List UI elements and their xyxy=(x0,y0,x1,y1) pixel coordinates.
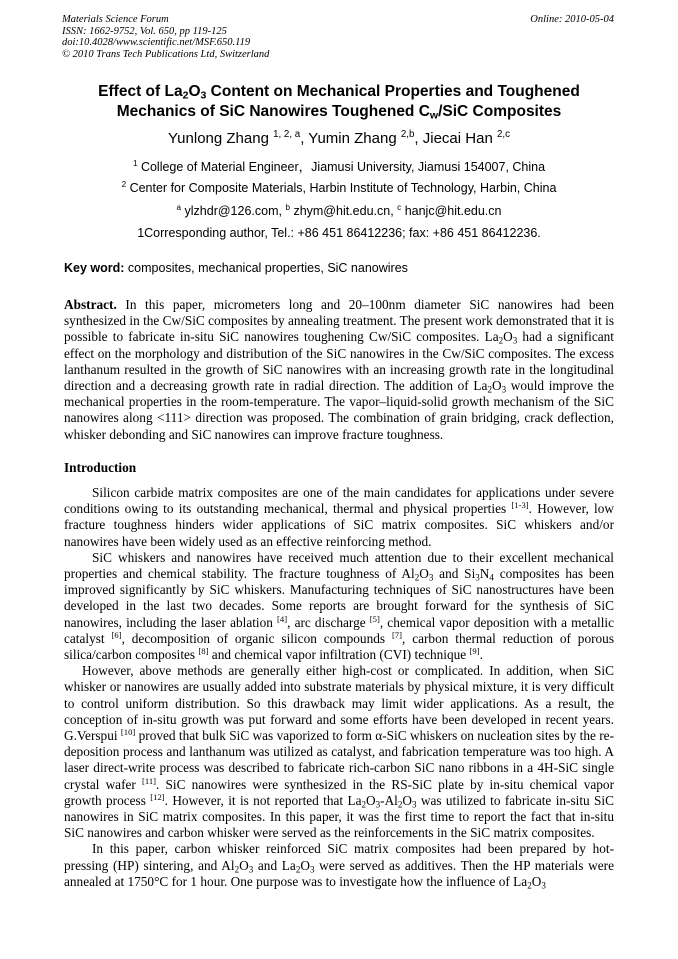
introduction-body xyxy=(64,485,614,890)
keywords: Key word: composites, mechanical properties, SiC nanowires xyxy=(64,261,408,275)
author-name: Yumin Zhang xyxy=(308,130,397,147)
journal-name: Materials Science Forum xyxy=(62,14,169,25)
author-name: Jiecai Han xyxy=(422,130,493,147)
email-a[interactable]: ylzhdr@126.com, xyxy=(184,204,286,218)
email-b[interactable]: zhym@hit.edu.cn, xyxy=(293,204,398,218)
journal-header xyxy=(62,14,269,60)
abstract: Abstract. In this paper, micrometers long and 20–100nm diameter SiC nanowires had been synthesized in the Cw/SiC composites by annealing treatment. The present work demonstrated that it is possible to fabricate in-situ SiC nanowires toughening Cw/SiC composites. $La_2O_3$ had a significant effect on the morphology and distribution of the SiC nanowires in the Cw/SiC composites. The excess lanthanum resulted in the growth of SiC nanowires with an increasing growth rate in the longitudinal direction and a decreasing growth rate in radial direction. The addition of $La_2O_3$ would improve the mechanical properties in the room-temperature. The vapor–liquid-solid growth mechanism of the SiC nanowires along <111> direction was proposed. The combination of grain bridging, crack deflection, whisker debonding and SiC nanowires can improve fracture toughness. xyxy=(64,297,614,442)
paragraph: In this paper, carbon whisker reinforced SiC matrix composites had been prepared by hot-pressing (HP) sintering, and $Al_2O_3$ and $La_2O_3$ were served as additives. Then the HP materials were annealed at 1750°C for 1 hour. One purpose was to investigate how the influence of $La_2O_3$ xyxy=(64,841,615,891)
email-c[interactable]: hanjc@hit.edu.cn xyxy=(404,204,502,218)
corresponding-author: 1Corresponding author, Tel.: +86 451 86412236; fax: +86 451 86412236. xyxy=(137,226,541,240)
abstract-label: Abstract. xyxy=(64,297,117,312)
section-heading: Introduction xyxy=(64,460,137,475)
title-line-1: Effect of $La_2O_3$ Content on Mechanical Properties and Toughened xyxy=(98,83,580,102)
affiliation-1: $^1$ College of Material Engineer，Jiamusi University, Jiamusi 154007, China xyxy=(132,159,546,174)
doi-line[interactable]: doi:10.4028/www.scientific.net/MSF.650.119 xyxy=(62,37,251,48)
email-line: $^a$ ylzhdr@126.com, $^b$ zhym@hit.edu.cn, $^c$ hanjc@hit.edu.cn xyxy=(176,203,502,218)
online-date: Online: 2010-05-04 xyxy=(530,14,614,25)
issn-line: ISSN: 1662-9752, Vol. 650, pp 119-125 xyxy=(62,25,227,37)
paper-title xyxy=(40,82,638,122)
paragraph: However, above methods are generally either high-cost or complicated. In addition, when SiC whisker or nanowires are usually added into substrate materials by physical mixture, it is very difficult to control uniform distribution. So this drawback may limit wider applications. As a result, the conception of in-situ growth was put forward and some efforts have been developed in recent years. G.Verspui [10] proved that bulk SiC was vaporized to form α-SiC whiskers on nucleation sites by the re-deposition process and lanthanum was utilized as catalyst, and fabrication temperature was too high. A laser direct-write process was described to fabricate rich-carbon SiC nano ribbons in a 4H-SiC single crystal wafer [11]. SiC nanowires were synthesized in the RS-SiC plate by in-situ chemical vapor growth process [12]. However, it is not reported that $La_2O_3-Al_2O_3$ was utilized to fabricate in-situ SiC nanowires in SiC matrix composites. In this paper, it was the first time to report the fact that in-situ SiC nanowires and carbon whisker were served as the reinforcements in the SiC matrix composites. xyxy=(64,663,615,841)
author-name: Yunlong Zhang xyxy=(168,130,269,147)
author-list: Yunlong Zhang $^{1, 2, a}$, Yumin Zhang $^{2,b}$, Jiecai Han $^{2,c}$ xyxy=(168,129,510,147)
paragraph: SiC whiskers and nanowires have received much attention due to their excellent mechanical properties and chemical stability. The fracture toughness of $Al_2O_3$ and $Si_3N_4$ composites has been improved significantly by SiC whiskers. Manufacturing techniques of SiC nanostructures have been developed in the last two decades. Some reports are brought forward for the synthesis of SiC nanowires, including the laser ablation [4], arc discharge [5], chemical vapor deposition with a metallic catalyst [6], decomposition of organic silicon compounds [7], carbon thermal reduction of porous silica/carbon composites [8] and chemical vapor infiltration (CVI) technique [9]. xyxy=(64,549,614,663)
copyright-line: © 2010 Trans Tech Publications Ltd, Switzerland xyxy=(62,48,270,60)
affiliation-2: $^2$ Center for Composite Materials, Harbin Institute of Technology, Harbin, China xyxy=(121,180,557,195)
title-line-2: Mechanics of SiC Nanowires Toughened $C_w$/SiC Composites xyxy=(116,103,562,122)
paragraph: Silicon carbide matrix composites are one of the main candidates for applications under severe conditions owing to its outstanding mechanical, thermal and physical properties [1-3]. However, low fracture toughness hinders wider applications of SiC matrix composites. SiC whiskers and/or nanowires have been widely used as an effective reinforcing method. xyxy=(64,485,614,549)
